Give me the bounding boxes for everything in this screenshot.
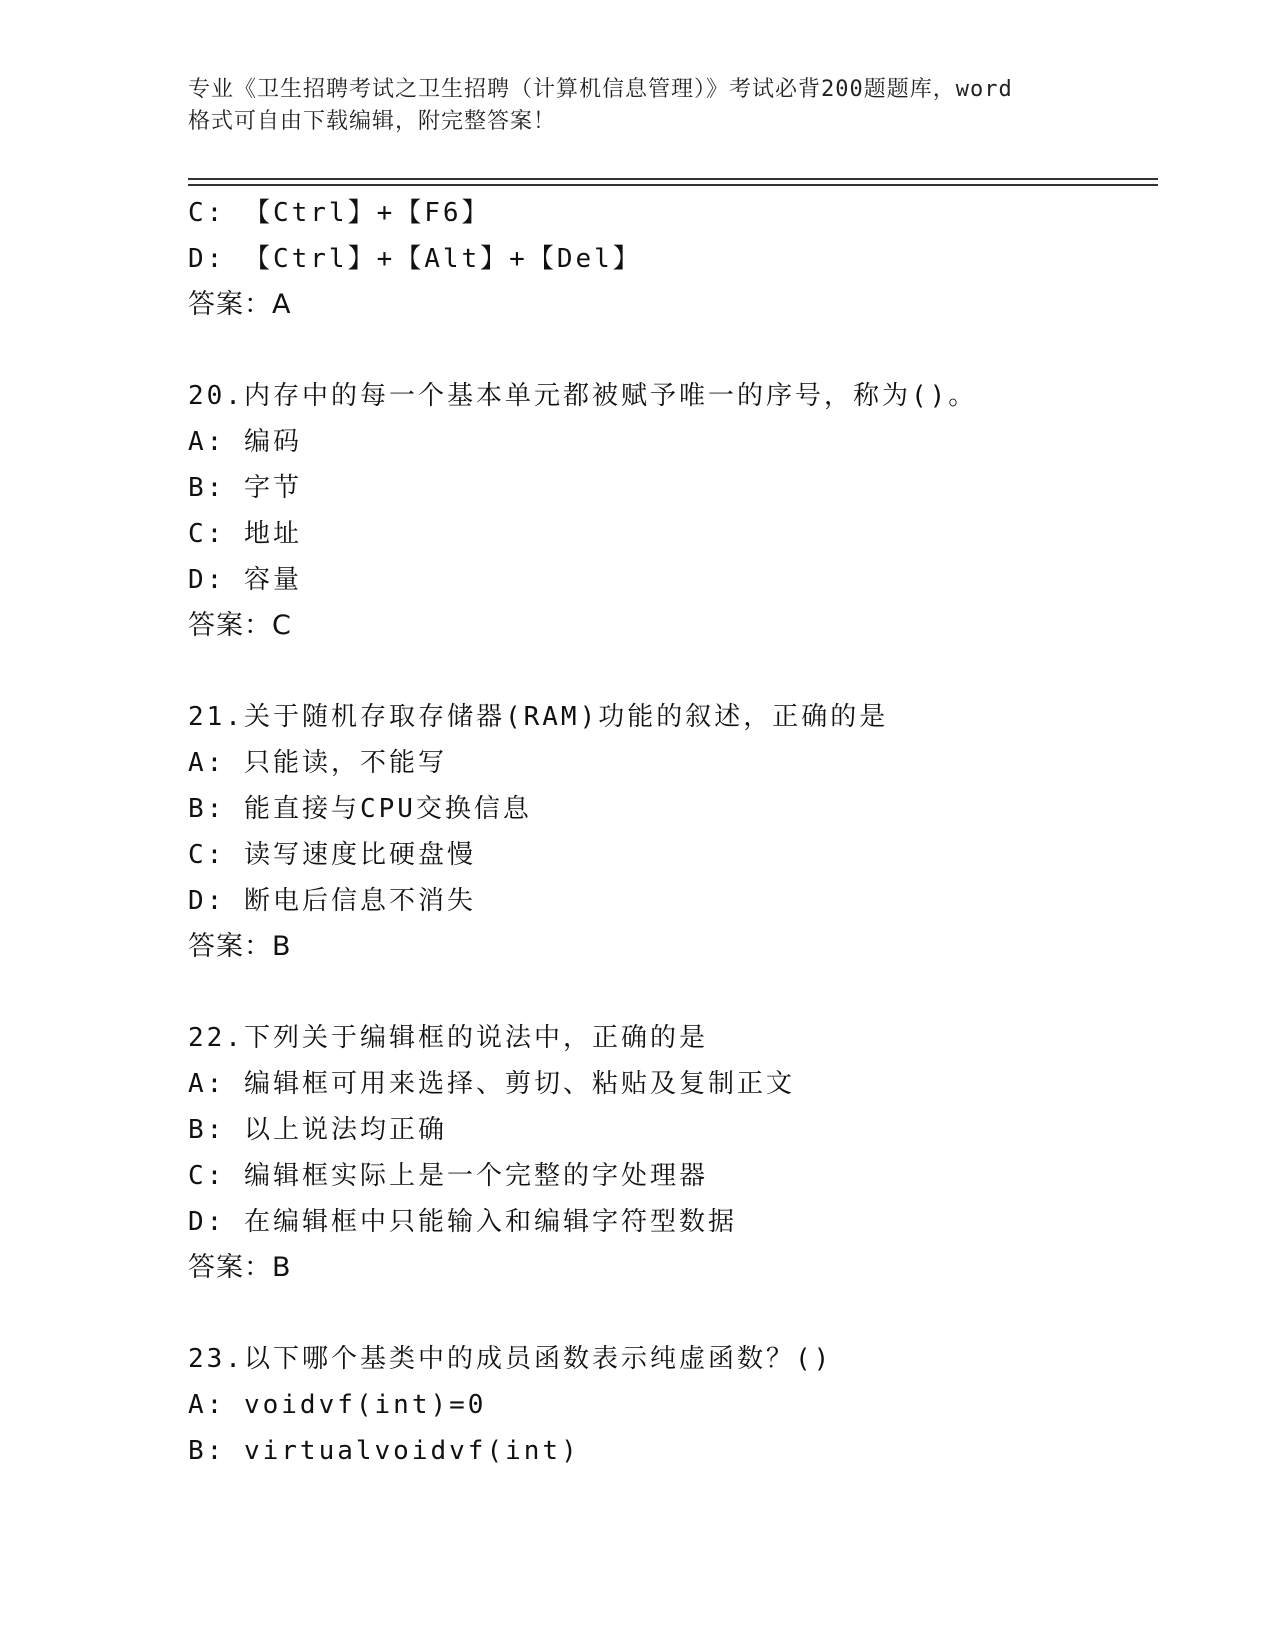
- option-d: D: 在编辑框中只能输入和编辑字符型数据: [188, 1207, 737, 1237]
- answer-line: 答案：C: [188, 610, 292, 641]
- option-d: D: 断电后信息不消失: [188, 886, 476, 916]
- answer-line: 答案：B: [188, 931, 292, 962]
- option-c: C: 读写速度比硬盘慢: [188, 840, 476, 870]
- header-line-1: 专业《卫生招聘考试之卫生招聘（计算机信息管理）》考试必背200题题库，word: [188, 77, 1013, 102]
- answer-line: 答案：B: [188, 1252, 292, 1283]
- question-block-20: [188, 373, 1168, 649]
- question-stem: 20.内存中的每一个基本单元都被赋予唯一的序号，称为()。: [188, 381, 978, 411]
- question-stem: 23.以下哪个基类中的成员函数表示纯虚函数？(): [188, 1344, 833, 1374]
- document-header: [188, 74, 1108, 138]
- question-stem: 22.下列关于编辑框的说法中，正确的是: [188, 1023, 708, 1053]
- option-b: B: 能直接与CPU交换信息: [188, 794, 532, 824]
- option-d: D: 容量: [188, 565, 302, 595]
- option-b: B: virtualvoidvf(int): [188, 1436, 580, 1466]
- option-d: D: 【Ctrl】+【Alt】+【Del】: [188, 244, 642, 274]
- header-line-2: 格式可自由下载编辑，附完整答案！: [188, 109, 557, 134]
- option-c: C: 编辑框实际上是一个完整的字处理器: [188, 1161, 708, 1191]
- previous-question-tail: [188, 190, 1168, 328]
- question-block-23: [188, 1336, 1168, 1474]
- header-rule-bottom: [188, 184, 1158, 186]
- option-b: B: 字节: [188, 473, 302, 503]
- question-block-22: [188, 1015, 1168, 1291]
- answer-line: 答案：A: [188, 289, 292, 320]
- option-b: B: 以上说法均正确: [188, 1115, 447, 1145]
- option-a: A: 只能读，不能写: [188, 748, 447, 778]
- option-c: C: 地址: [188, 519, 302, 549]
- question-block-21: [188, 694, 1168, 970]
- option-a: A: voidvf(int)=0: [188, 1390, 487, 1420]
- option-a: A: 编码: [188, 427, 302, 457]
- option-a: A: 编辑框可用来选择、剪切、粘贴及复制正文: [188, 1069, 795, 1099]
- question-list: [188, 190, 1168, 1474]
- option-c: C: 【Ctrl】+【F6】: [188, 198, 491, 228]
- question-stem: 21.关于随机存取存储器(RAM)功能的叙述，正确的是: [188, 702, 889, 732]
- header-rule-top: [188, 178, 1158, 180]
